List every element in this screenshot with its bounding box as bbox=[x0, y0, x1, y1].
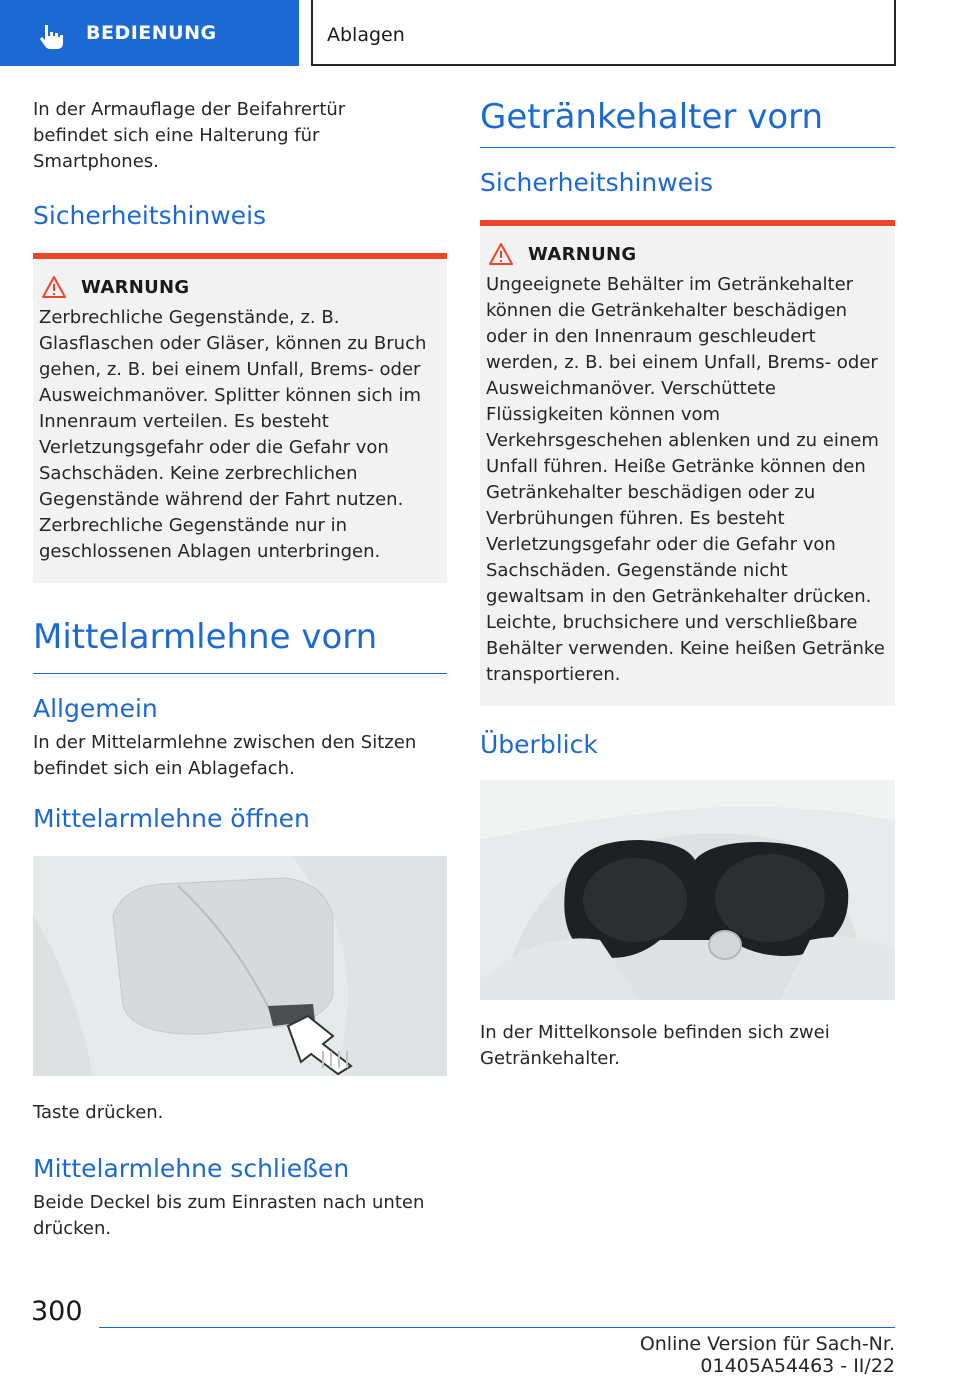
armrest-heading: Mittelarmlehne vorn bbox=[33, 617, 378, 657]
close-heading: Mittelarmlehne schließen bbox=[33, 1154, 350, 1183]
section-tab[interactable] bbox=[0, 0, 299, 66]
warning-body-left: Zerbrechliche Gegenstände, z. B. Glasflaschen oder Gläser, können zu Bruch gehen, z. B. bei einem Unfall, Brems- oder Ausweichmanöver. Splitter können sich im Innenraum verteilen. Es besteht Verletzungsgefahr oder die Gefahr von Sachschäden. Keine zerbrechlichen Gegenstände während der Fahrt nutzen. Zerbrechliche Gegenstände nur in geschlossenen Ablagen unterbringen. bbox=[39, 307, 427, 562]
warning-body-right: Ungeeignete Behälter im Getränkehalter können die Getränkehalter beschädigen oder in den Innenraum geschleudert werden, z. B. bei einem Unfall, Brems- oder Ausweichmanöver. Verschüttete Flüssigkeiten können vom Verkehrsgeschehen ablenken und zu einem Unfall führen. Heiße Getränke können den Getränkehalter beschädigen oder zu Verbrühungen führen. Es besteht Verletzungsgefahr oder die Gefahr von Sachschäden. Gegenstände nicht gewaltsam in den Getränkehalter drücken. Leichte, bruchsichere und verschließbare Behälter verwenden. Keine heißen Getränke transportieren. bbox=[486, 274, 885, 685]
chapter-box bbox=[311, 0, 896, 66]
overview-text: In der Mittelkonsole befinden sich zwei Getränkehalter. bbox=[480, 1022, 830, 1069]
safety-heading-left: Sicherheitshinweis bbox=[33, 201, 267, 230]
heading-rule-right bbox=[480, 147, 895, 148]
general-text: In der Mittelarmlehne zwischen den Sitzen befindet sich ein Ablagefach. bbox=[33, 732, 417, 779]
warning-triangle-icon bbox=[488, 242, 514, 266]
footer-rule bbox=[99, 1327, 895, 1328]
online-version-text: Online Version für Sach-Nr. 01405A54463 - II/22 bbox=[639, 1333, 895, 1377]
warning-title-left: WARNUNG bbox=[81, 276, 190, 298]
armrest-image bbox=[33, 856, 447, 1076]
cupholder-image bbox=[480, 780, 895, 1000]
overview-heading: Überblick bbox=[480, 730, 598, 759]
cupholder-heading: Getränkehalter vorn bbox=[480, 97, 824, 137]
left-column bbox=[33, 97, 447, 1242]
safety-heading-right: Sicherheitshinweis bbox=[480, 168, 714, 197]
heading-rule-left bbox=[33, 673, 447, 674]
warning-title-right: WARNUNG bbox=[528, 243, 637, 265]
page-number: 300 bbox=[31, 1296, 83, 1327]
armrest-illustration bbox=[33, 856, 447, 1076]
warning-box-left bbox=[33, 253, 447, 583]
general-heading: Allgemein bbox=[33, 694, 158, 723]
intro-text: In der Armauflage der Beifahrertür befindet sich eine Halterung für Smartphones. bbox=[33, 99, 346, 172]
open-caption: Taste drücken. bbox=[33, 1102, 164, 1123]
hand-pointer-icon bbox=[38, 23, 66, 51]
warning-box-right bbox=[480, 220, 895, 706]
right-column bbox=[480, 97, 895, 1072]
open-heading: Mittelarmlehne öffnen bbox=[33, 804, 310, 833]
section-label: BEDIENUNG bbox=[86, 22, 217, 44]
cupholder-illustration bbox=[480, 780, 895, 1000]
warning-triangle-icon bbox=[41, 275, 67, 299]
close-text: Beide Deckel bis zum Einrasten nach unten drücken. bbox=[33, 1192, 425, 1239]
chapter-title: Ablagen bbox=[327, 24, 405, 46]
